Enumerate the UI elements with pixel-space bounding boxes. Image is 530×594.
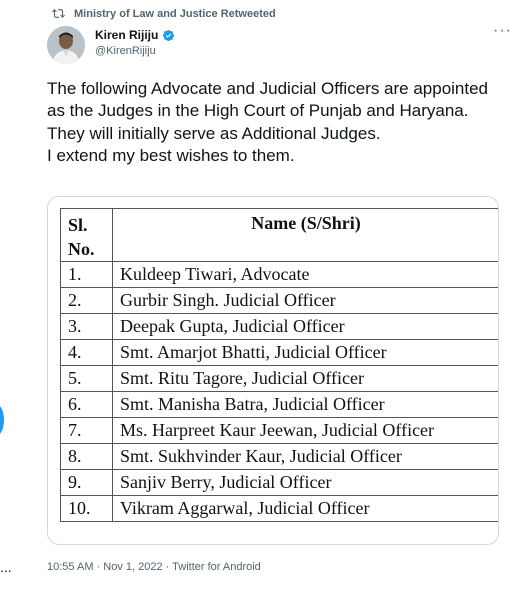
row-name: Smt. Manisha Batra, Judicial Officer: [113, 392, 500, 418]
table-row: [61, 262, 500, 288]
table-row: [61, 444, 500, 470]
tweet-paragraph: I extend my best wishes to them.: [47, 146, 295, 166]
avatar-photo: [47, 26, 85, 64]
judges-table: [60, 208, 499, 522]
author-name[interactable]: Kiren Rijiju: [95, 28, 159, 42]
table-row: [61, 288, 500, 314]
row-name: Gurbir Singh. Judicial Officer: [113, 288, 500, 314]
author-handle[interactable]: @KirenRijiju: [95, 45, 156, 57]
row-name: Deepak Gupta, Judicial Officer: [113, 314, 500, 340]
row-sl: 5.: [61, 366, 113, 392]
compose-button-edge[interactable]: [0, 404, 4, 436]
table-row: [61, 496, 500, 522]
tweet-paragraph: The following Advocate and Judicial Officers are appointed as the Judges in the High Court of Punjab and Haryana. They will initially serve as Additional Judges.: [47, 79, 489, 143]
table-row: [61, 340, 500, 366]
tweet-text: [47, 78, 507, 168]
table-row: [61, 392, 500, 418]
row-name: Ms. Harpreet Kaur Jeewan, Judicial Officer: [113, 418, 500, 444]
author-block: [95, 28, 175, 57]
retweet-indicator[interactable]: [52, 7, 276, 20]
row-name: Vikram Aggarwal, Judicial Officer: [113, 496, 500, 522]
row-name: Smt. Amarjot Bhatti, Judicial Officer: [113, 340, 500, 366]
row-sl: 8.: [61, 444, 113, 470]
row-sl: 3.: [61, 314, 113, 340]
row-sl: 4.: [61, 340, 113, 366]
row-name: Smt. Ritu Tagore, Judicial Officer: [113, 366, 500, 392]
row-sl: 1.: [61, 262, 113, 288]
retweet-icon: [52, 7, 65, 20]
header-name: Name (S/Shri): [113, 209, 500, 262]
row-name: Kuldeep Tiwari, Advocate: [113, 262, 500, 288]
row-name: Smt. Sukhvinder Kaur, Judicial Officer: [113, 444, 500, 470]
header-sl: Sl. No.: [61, 209, 113, 262]
tweet-media-image[interactable]: [47, 196, 499, 545]
author-name-row[interactable]: [95, 28, 175, 42]
verified-badge-icon: [162, 29, 175, 42]
retweet-label: Ministry of Law and Justice Retweeted: [74, 7, 276, 20]
more-options-icon[interactable]: ···: [493, 22, 512, 39]
row-sl: 9.: [61, 470, 113, 496]
row-sl: 2.: [61, 288, 113, 314]
row-sl: 10.: [61, 496, 113, 522]
avatar[interactable]: [47, 26, 85, 64]
row-sl: 7.: [61, 418, 113, 444]
table-row: [61, 314, 500, 340]
table-row: [61, 418, 500, 444]
table-header-row: [61, 209, 500, 262]
sidebar-more-icon[interactable]: ...: [0, 559, 12, 575]
table-row: [61, 470, 500, 496]
row-sl: 6.: [61, 392, 113, 418]
row-name: Sanjiv Berry, Judicial Officer: [113, 470, 500, 496]
table-row: [61, 366, 500, 392]
tweet-timestamp[interactable]: 10:55 AM · Nov 1, 2022 · Twitter for Android: [47, 561, 261, 573]
